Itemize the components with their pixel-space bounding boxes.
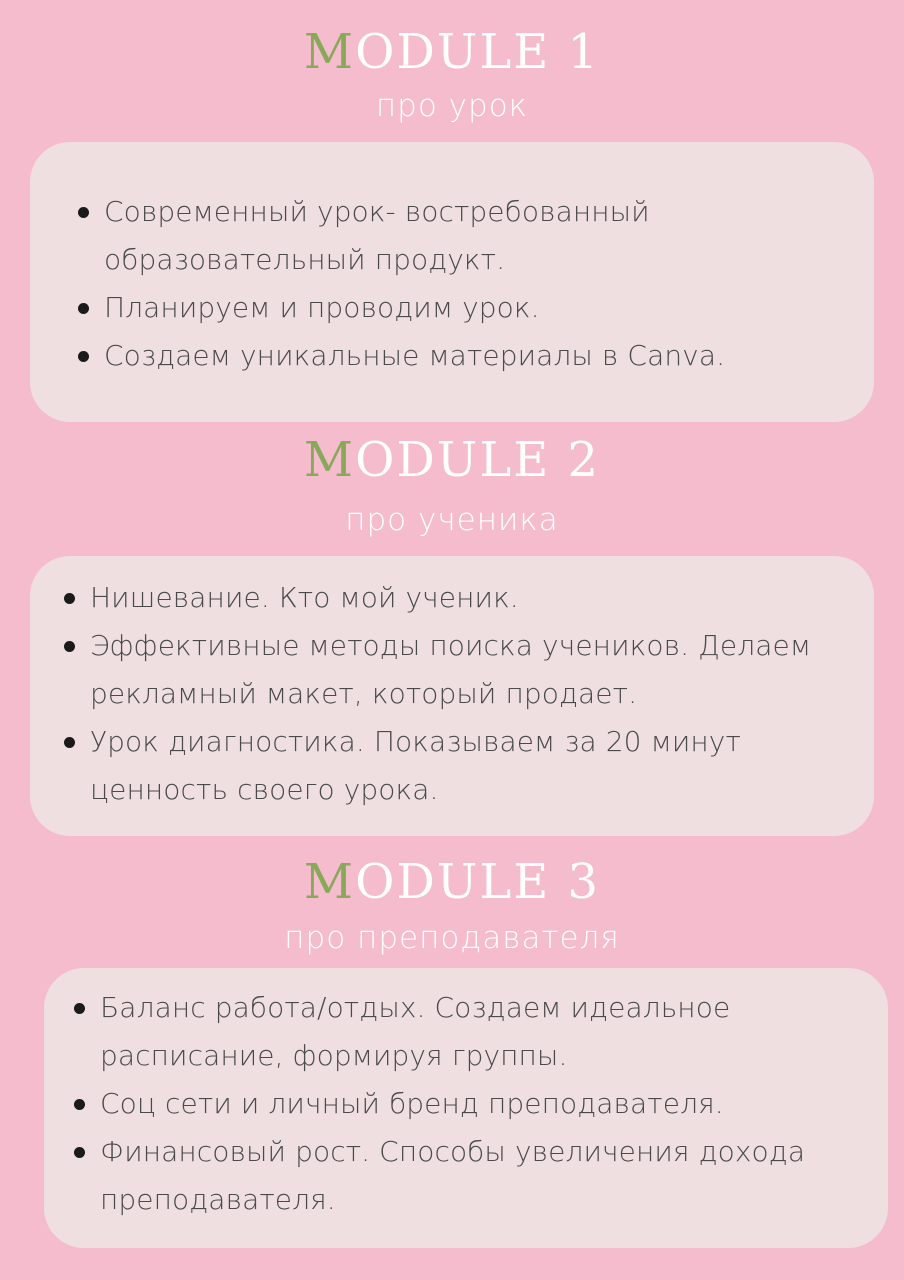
module-2-list xyxy=(64,574,844,814)
list-item xyxy=(78,284,834,332)
list-item xyxy=(74,1080,858,1128)
bullet-icon xyxy=(64,593,75,604)
list-item-text: Эффективные методы поиска учеников. Делаем рекламный макет, который продает. xyxy=(90,629,812,710)
module-1-title-initial: M xyxy=(303,24,356,80)
module-2-title xyxy=(0,430,904,490)
list-item xyxy=(64,574,844,622)
list-item xyxy=(74,984,740,1080)
list-item-text: Нишевание. Кто мой ученик. xyxy=(90,581,519,614)
bullet-icon xyxy=(64,737,75,748)
module-3-card xyxy=(44,968,888,1248)
list-item-text: Планируем и проводим урок. xyxy=(104,291,540,324)
module-2-subtitle: про ученика xyxy=(345,502,559,538)
module-2-card xyxy=(30,556,874,836)
bullet-icon xyxy=(74,1147,85,1158)
list-item-text: Урок диагностика. Показываем за 20 минут ценность своего урока. xyxy=(90,725,741,806)
list-item-text: Баланс работа/отдых. Создаем идеальное расписание, формируя группы. xyxy=(100,991,731,1072)
bullet-icon xyxy=(74,1003,85,1014)
module-1-list xyxy=(78,188,834,380)
module-2-title-rest: ODULE 2 xyxy=(355,432,601,488)
list-item-text: Финансовый рост. Способы увеличения дохода преподавателя. xyxy=(100,1135,806,1216)
list-item xyxy=(64,622,844,718)
module-3-title-initial: M xyxy=(303,854,356,910)
list-item-text: Современный урок- востребованный образовательный продукт. xyxy=(104,195,650,276)
module-1-subtitle: про урок xyxy=(375,88,529,124)
module-1-title xyxy=(0,22,904,82)
bullet-icon xyxy=(78,207,89,218)
list-item xyxy=(78,188,684,284)
module-3-list xyxy=(74,984,858,1224)
module-1-card xyxy=(30,142,874,422)
module-2-title-initial: M xyxy=(303,432,356,488)
bullet-icon xyxy=(64,641,75,652)
list-item xyxy=(78,332,834,380)
module-1-title-rest: ODULE 1 xyxy=(355,24,601,80)
bullet-icon xyxy=(78,351,89,362)
list-item xyxy=(74,1128,858,1224)
list-item-text: Создаем уникальные материалы в Canva. xyxy=(104,339,726,372)
module-3-title-rest: ODULE 3 xyxy=(355,854,601,910)
module-3-title xyxy=(0,852,904,912)
list-item xyxy=(64,718,750,814)
module-3-subtitle: про преподавателя xyxy=(284,920,620,956)
bullet-icon xyxy=(74,1099,85,1110)
list-item-text: Соц сети и личный бренд преподавателя. xyxy=(100,1087,724,1120)
bullet-icon xyxy=(78,303,89,314)
